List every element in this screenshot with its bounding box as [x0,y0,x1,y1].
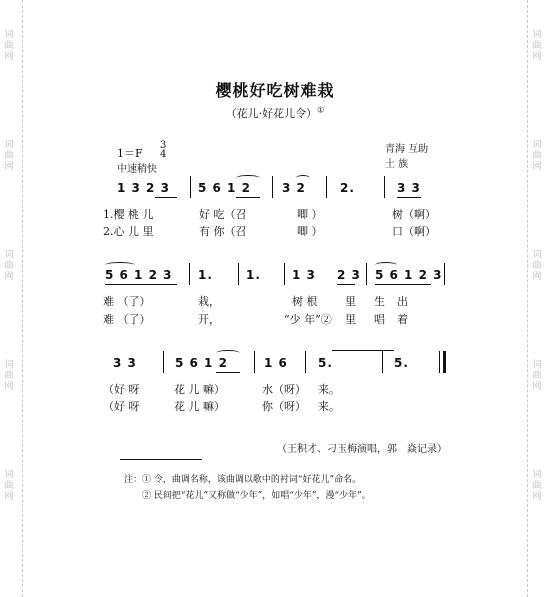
slur-mark [375,262,397,268]
score-note: 1 6 [264,356,288,370]
key-signature: 1＝F [117,147,143,160]
bar-line [272,176,273,198]
bar-line [366,263,367,285]
slur-mark [216,350,240,356]
beam-line [155,197,177,198]
bar-line [284,263,285,285]
lyric-verse2: 有 你（召 [199,225,247,238]
beam-line [337,284,355,285]
final-bar-line-thick [443,351,446,373]
bar-line [190,176,191,198]
lyric-verse2: 你（呀） [262,400,306,413]
score-note: 2. [340,181,355,195]
watermark-text: 词 曲 网 [532,360,542,392]
tie-mark [296,175,310,181]
lyric-verse2: 里 [345,313,356,326]
time-bottom: 4 [160,149,167,160]
score-note: 1 3 [292,268,316,282]
beam-line [216,372,240,373]
lyric-verse1: 水（呀） [262,383,306,396]
lyric-verse1: 树 根 [292,295,318,308]
watermark-text: 词 曲 网 [532,140,542,172]
watermark-text: 词 曲 网 [4,470,14,502]
watermark-text: 词 曲 网 [532,250,542,282]
song-subtitle [0,105,550,121]
watermark-text: 词 曲 网 [4,360,14,392]
watermark-text: 词 曲 网 [4,140,14,172]
beam-line [236,197,260,198]
score-note: 2 3 [337,268,361,282]
lyric-verse1: 唧 ） [297,208,323,221]
performer-credit: （王积才、刁玉梅演唱，郭 焱记录） [277,444,447,455]
score-note: 1 3 2 3 [117,181,170,195]
bar-line [444,263,445,285]
tempo-marking: 中速稍快 [117,164,157,175]
lyric-verse2: （好 呀 [103,400,140,413]
lyric-verse1: 出 [397,295,408,308]
watermark-text: 词 曲 网 [4,250,14,282]
final-bar-line [439,351,440,373]
beam-line [375,284,431,285]
lyric-verse2: 花 儿 嘛） [174,400,225,413]
tie-line [332,350,394,351]
lyric-verse1: （好 呀 [103,383,140,396]
lyric-verse1: 花 儿 嘛） [174,383,225,396]
watermark-text: 词 曲 网 [532,30,542,62]
lyric-verse2: 2.心 儿 里 [103,225,154,238]
lyric-verse2: 唱 [374,313,385,326]
watermark-text: 词 曲 网 [4,30,14,62]
lyric-verse1: 来。 [318,383,340,396]
score-note: 3 3 [397,181,421,195]
score-note: 5 6 1 2 [175,356,228,370]
ethnic-label: 土 族 [385,159,409,170]
bar-line [305,351,306,373]
lyric-verse2: 难 （了） [103,313,151,326]
beam-line [397,197,421,198]
score-note: 5. [394,356,409,370]
lyric-verse1: 栽， [198,295,220,308]
footnote-mark: ① [317,105,325,115]
subtitle-text: （花儿·好花儿令） [225,107,318,120]
time-signature [160,141,166,159]
lyric-verse1: 好 吃（召 [199,208,247,221]
notes-divider [120,459,202,460]
lyric-verse2: 口（啊） [392,225,436,238]
region-label: 青海 互助 [385,144,429,155]
lyric-verse2: 唧 ） [297,225,323,238]
lyric-verse1: 难 （了） [103,295,151,308]
score-note: 5 6 1 2 [198,181,251,195]
bar-line [384,176,385,198]
lyric-verse2: “少 年”② [284,313,332,326]
score-note: 1. [198,268,213,282]
score-note: 5. [318,356,333,370]
lyric-verse1: 里 [345,295,356,308]
lyric-verse2: 着 [397,313,408,326]
lyric-verse1: 生 [374,295,385,308]
score-note: 5 6 1 2 3 [375,268,443,282]
score-note: 3 2 [282,181,306,195]
lyric-verse2: 来。 [318,400,340,413]
score-note: 5 6 1 2 3 [105,268,173,282]
bar-line [189,263,190,285]
score-note: 3 3 [113,356,137,370]
score-note: 1. [246,268,261,282]
bar-line [254,351,255,373]
bar-line [238,263,239,285]
lyric-verse1: 树（啊） [392,208,436,221]
time-top: 3 [160,140,167,151]
lyric-verse2: 开， [198,313,220,326]
song-title: 樱桃好吃树难栽 [215,81,335,100]
footnote-2: ② 民间把“花儿”又称做“少年”，如唱“少年”，漫“少年”。 [142,491,371,501]
beam-line [105,284,177,285]
lyric-verse1: 1.樱 桃 儿 [103,208,154,221]
slur-mark [236,175,260,181]
watermark-text: 词 曲 网 [532,470,542,502]
bar-line [326,176,327,198]
bar-line [382,351,383,373]
footnote-1: 注：① 令，曲调名称，该曲调以歌中的衬词“好花儿”命名。 [124,475,362,485]
slur-mark [105,262,135,268]
bar-line [163,351,164,373]
